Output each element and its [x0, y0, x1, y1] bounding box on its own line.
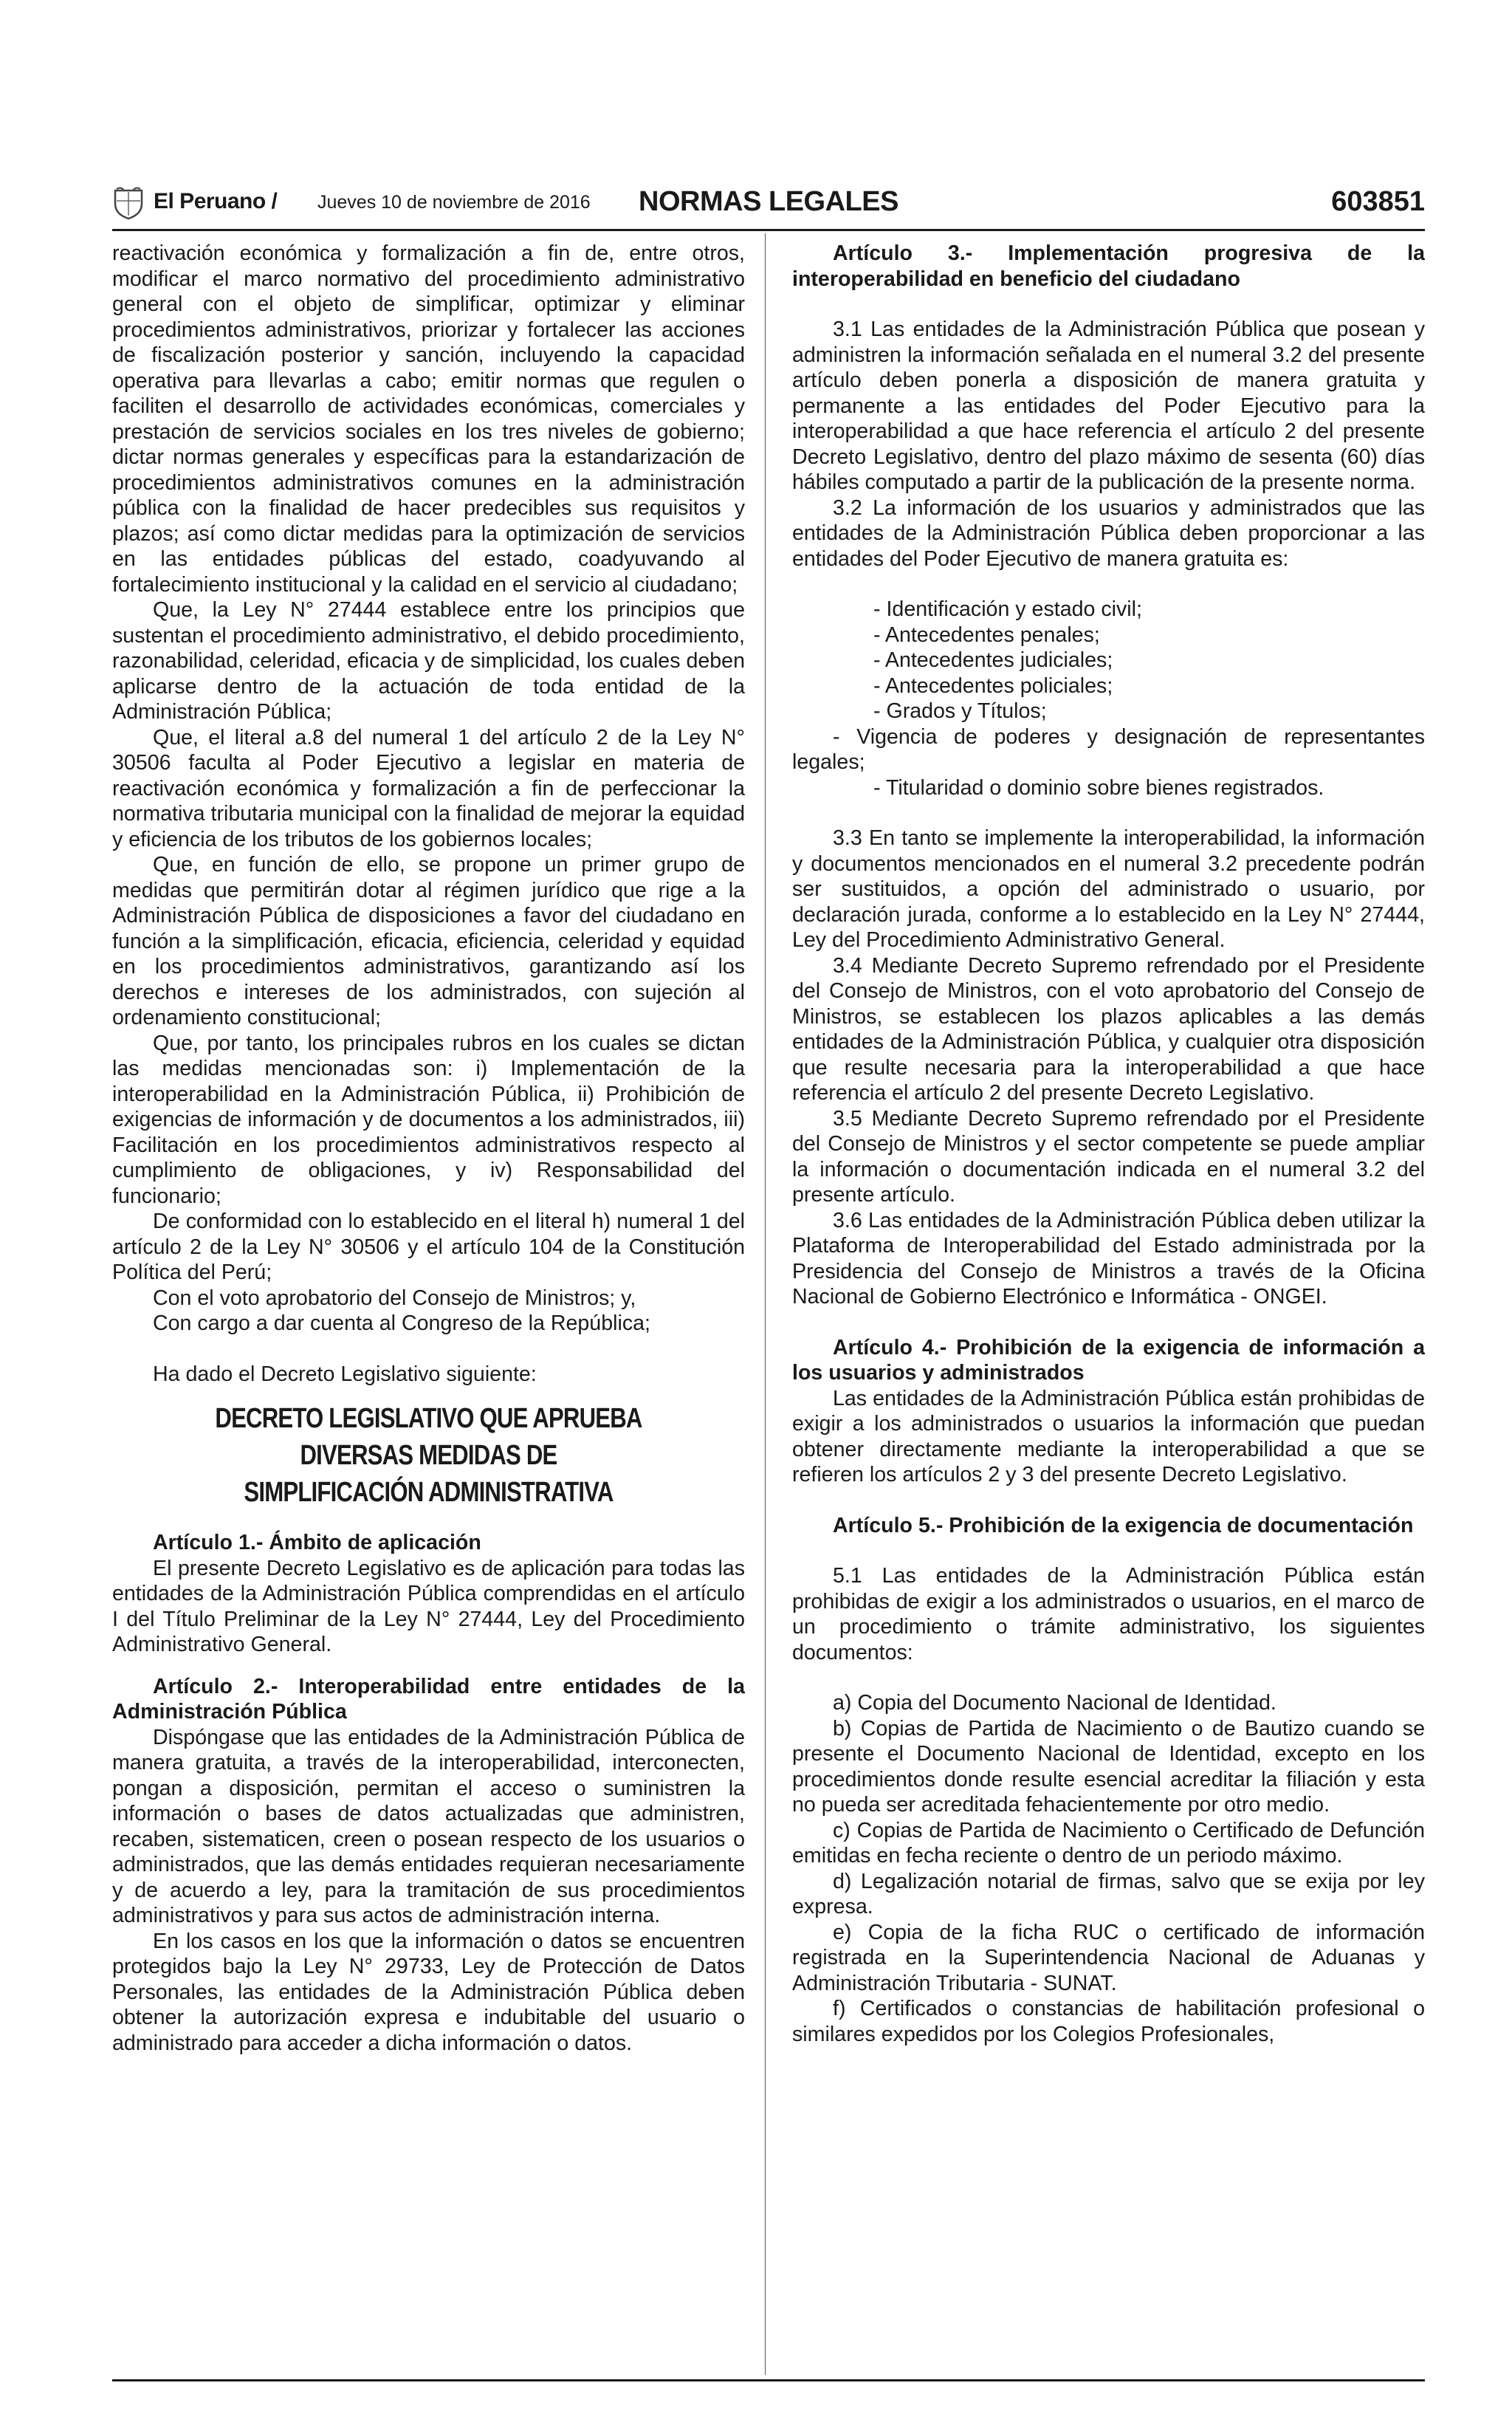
- paragraph: Que, el literal a.8 del numeral 1 del artículo 2 de la Ley N° 30506 faculta al Poder Ejecutivo a legislar en materia de reactivación económica y formalización a fin de perfeccionar la normativa tributaria municipal con la finalidad de mejorar la equidad y eficiencia de los tributos de los gobiernos locales;: [112, 725, 745, 851]
- decree-title: [169, 1400, 688, 1511]
- paragraph: 3.4 Mediante Decreto Supremo refrendado por el Presidente del Consejo de Ministros, con el voto aprobatorio del Consejo de Ministros, se establecen los plazos aplicables a las demás entidades de la Administración Pública, y cualquier otra disposición que resulte necesaria para la interoperabilidad a que hace referencia el artículo 2 del presente Decreto Legislativo.: [792, 953, 1425, 1105]
- paragraph: 3.1 Las entidades de la Administración Pública que posean y administren la información señalada en el numeral 3.2 del presente artículo deben ponerla a disposición de manera gratuita y permanente a las entidades del Poder Ejecutivo para la interoperabilidad a que hace referencia el artículo 2 del presente Decreto Legislativo, dentro del plazo máximo de sesenta (60) días hábiles computado a partir de la publicación de la presente norma.: [792, 318, 1425, 494]
- paragraph: b) Copias de Partida de Nacimiento o de Bautizo cuando se presente el Documento Nacional de Identidad, excepto en los procedimientos donde resulte esencial acreditar la filiación y esta no pueda ser acreditada fehacientemente por otro medio.: [792, 1716, 1425, 1817]
- list-item: - Antecedentes judiciales;: [873, 648, 1113, 672]
- paragraph: Ha dado el Decreto Legislativo siguiente:: [153, 1362, 537, 1386]
- paragraph: Las entidades de la Administración Pública están prohibidas de exigir a los administrados o usuarios la información que puedan obtener directamente mediante la interoperabilidad a que se refieren los artículos 2 y 3 del presente Decreto Legislativo.: [792, 1386, 1425, 1486]
- paragraph: Dispóngase que las entidades de la Administración Pública de manera gratuita, a través de la interoperabilidad, interconecten, pongan a disposición, permitan el acceso o suministren la información o bases de datos actualizadas que administren, recaben, sistematicen, creen o posean respecto de los usuarios o administrados, que las demás entidades requieran necesariamente y de acuerdo a ley, para la tramitación de sus procedimientos administrativos y para sus actos de administración interna.: [112, 1725, 745, 1927]
- paragraph: Que, en función de ello, se propone un primer grupo de medidas que permitirán dotar al régimen jurídico que rige a la Administración Pública de disposiciones a favor del ciudadano en función a la simplificación, eficacia, eficiencia, celeridad y equidad en los procedimientos administrativos, garantizando así los derechos e intereses de los administrados, con sujeción al ordenamiento constitucional;: [112, 853, 745, 1029]
- list-item: - Titularidad o dominio sobre bienes registrados.: [873, 775, 1324, 800]
- issue-date: Jueves 10 de noviembre de 2016: [317, 192, 591, 213]
- section-title: NORMAS LEGALES: [639, 186, 898, 217]
- list-item: - Grados y Títulos;: [873, 699, 1047, 723]
- list-item: - Identificación y estado civil;: [873, 597, 1142, 621]
- paragraph: 3.2 La información de los usuarios y administrados que las entidades de la Administración Pública deben proporcionar a las entidades del Poder Ejecutivo de manera gratuita es:: [792, 495, 1425, 571]
- list-item: - Antecedentes policiales;: [873, 673, 1113, 698]
- paragraph: f) Certificados o constancias de habilitación profesional o similares expedidos por los Colegios Profesionales,: [792, 1997, 1425, 2046]
- page-number: 603851: [1331, 186, 1425, 217]
- page-header: [112, 183, 1425, 226]
- left-column: [112, 241, 745, 2376]
- paragraph: De conformidad con lo establecido en el literal h) numeral 1 del artículo 2 de la Ley N° 30506 y el artículo 104 de la Constitución Política del Perú;: [112, 1210, 745, 1284]
- footer-rule: [112, 2379, 1425, 2381]
- list-item: - Antecedentes penales;: [873, 623, 1100, 647]
- paragraph: e) Copia de la ficha RUC o certificado de información registrada en la Superintendencia Nacional de Aduanas y Administración Tributaria - SUNAT.: [792, 1920, 1425, 1995]
- decree-title-line: SIMPLIFICACIÓN ADMINISTRATIVA: [244, 1477, 614, 1508]
- article-heading: Artículo 5.- Prohibición de la exigencia de documentación: [833, 1513, 1414, 1537]
- article-heading: Artículo 1.- Ámbito de aplicación: [153, 1531, 481, 1554]
- paragraph: 3.6 Las entidades de la Administración Pública deben utilizar la Plataforma de Interoperabilidad del Estado administrada por la Presidencia del Consejo de Ministros a través de la Oficina Nacional de Gobierno Electrónico e Informática - ONGEI.: [792, 1208, 1425, 1309]
- paragraph: Con cargo a dar cuenta al Congreso de la República;: [153, 1311, 650, 1335]
- paragraph: Que, por tanto, los principales rubros en los cuales se dictan las medidas mencionadas son: i) Implementación de la interoperabilidad en la Administración Pública, ii) Prohibición de exigencias de información y de documentos a los administrados, iii) Facilitación en los procedimientos administrativos respecto al cumplimiento de obligaciones, y iv) Responsabilidad del funcionario;: [112, 1031, 745, 1208]
- paragraph: El presente Decreto Legislativo es de aplicación para todas las entidades de la Administración Pública comprendidas en el artículo I del Título Preliminar de la Ley N° 27444, Ley del Procedimiento Administrativo General.: [112, 1556, 745, 1656]
- paragraph: En los casos en los que la información o datos se encuentren protegidos bajo la Ley N° 29733, Ley de Protección de Datos Personales, las entidades de la Administración Pública deben obtener la autorización expresa e indubitable del usuario o administrado para acceder a dicha información o datos.: [112, 1929, 745, 2055]
- paragraph: c) Copias de Partida de Nacimiento o Certificado de Defunción emitidas en fecha reciente o dentro de un periodo máximo.: [792, 1818, 1425, 1868]
- decree-title-line: DIVERSAS MEDIDAS DE: [300, 1440, 557, 1471]
- decree-title-line: DECRETO LEGISLATIVO QUE APRUEBA: [215, 1403, 642, 1434]
- paragraph: 5.1 Las entidades de la Administración Pública están prohibidas de exigir a los administrados o usuarios, en el marco de un procedimiento o trámite administrativo, los siguientes documentos:: [792, 1564, 1425, 1664]
- newspaper-brand: El Peruano /: [154, 189, 278, 213]
- paragraph: 3.5 Mediante Decreto Supremo refrendado por el Presidente del Consejo de Ministros y el sector competente se puede ampliar la información o documentación indicada en el numeral 3.2 del presente artículo.: [792, 1106, 1425, 1207]
- right-column: [792, 241, 1425, 2376]
- paragraph: Con el voto aprobatorio del Consejo de Ministros; y,: [153, 1286, 636, 1310]
- article-heading: Artículo 3.- Implementación progresiva de la interoperabilidad en beneficio del ciudadano: [792, 241, 1425, 291]
- paragraph: a) Copia del Documento Nacional de Identidad.: [833, 1691, 1276, 1715]
- paragraph: 3.3 En tanto se implemente la interoperabilidad, la información y documentos mencionados en el numeral 3.2 precedente podrán ser sustituidos, a opción del administrado o usuario, por declaración jurada, conforme a lo establecido en la Ley N° 27444, Ley del Procedimiento Administrativo General.: [792, 826, 1425, 952]
- article-heading: Artículo 2.- Interoperabilidad entre entidades de la Administración Pública: [112, 1674, 745, 1724]
- column-divider: [765, 233, 766, 2375]
- paragraph: Que, la Ley N° 27444 establece entre los principios que sustentan el procedimiento administrativo, el debido procedimiento, razonabilidad, celeridad, eficacia y de simplicidad, los cuales deben aplicarse dentro de la actuación de toda entidad de la Administración Pública;: [112, 598, 745, 724]
- information-list: [792, 597, 1425, 800]
- paragraph: d) Legalización notarial de firmas, salvo que se exija por ley expresa.: [792, 1869, 1425, 1918]
- paragraph: reactivación económica y formalización a fin de, entre otros, modificar el marco normativo del procedimiento administrativo general con el objeto de simplificar, optimizar y eliminar procedimientos administrativos, priorizar y fortalecer las acciones de fiscalización posterior y sanción, incluyendo la capacidad operativa para llevarlas a cabo; emitir normas que regulen o faciliten el desarrollo de actividades económicas, comerciales y prestación de servicios sociales en los tres niveles de gobierno; dictar normas generales y específicas para la estandarización de procedimientos administrativos comunes en la administración pública con la finalidad de hacer predecibles sus requisitos y plazos; así como dictar medidas para la optimización de servicios en las entidades públicas del estado, coadyuvando al fortalecimiento institucional y la calidad en el servicio al ciudadano;: [112, 241, 745, 597]
- header-rule: [112, 229, 1425, 231]
- article-heading: Artículo 4.- Prohibición de la exigencia de información a los usuarios y administrados: [792, 1335, 1425, 1385]
- list-item: - Vigencia de poderes y designación de representantes legales;: [792, 724, 1425, 774]
